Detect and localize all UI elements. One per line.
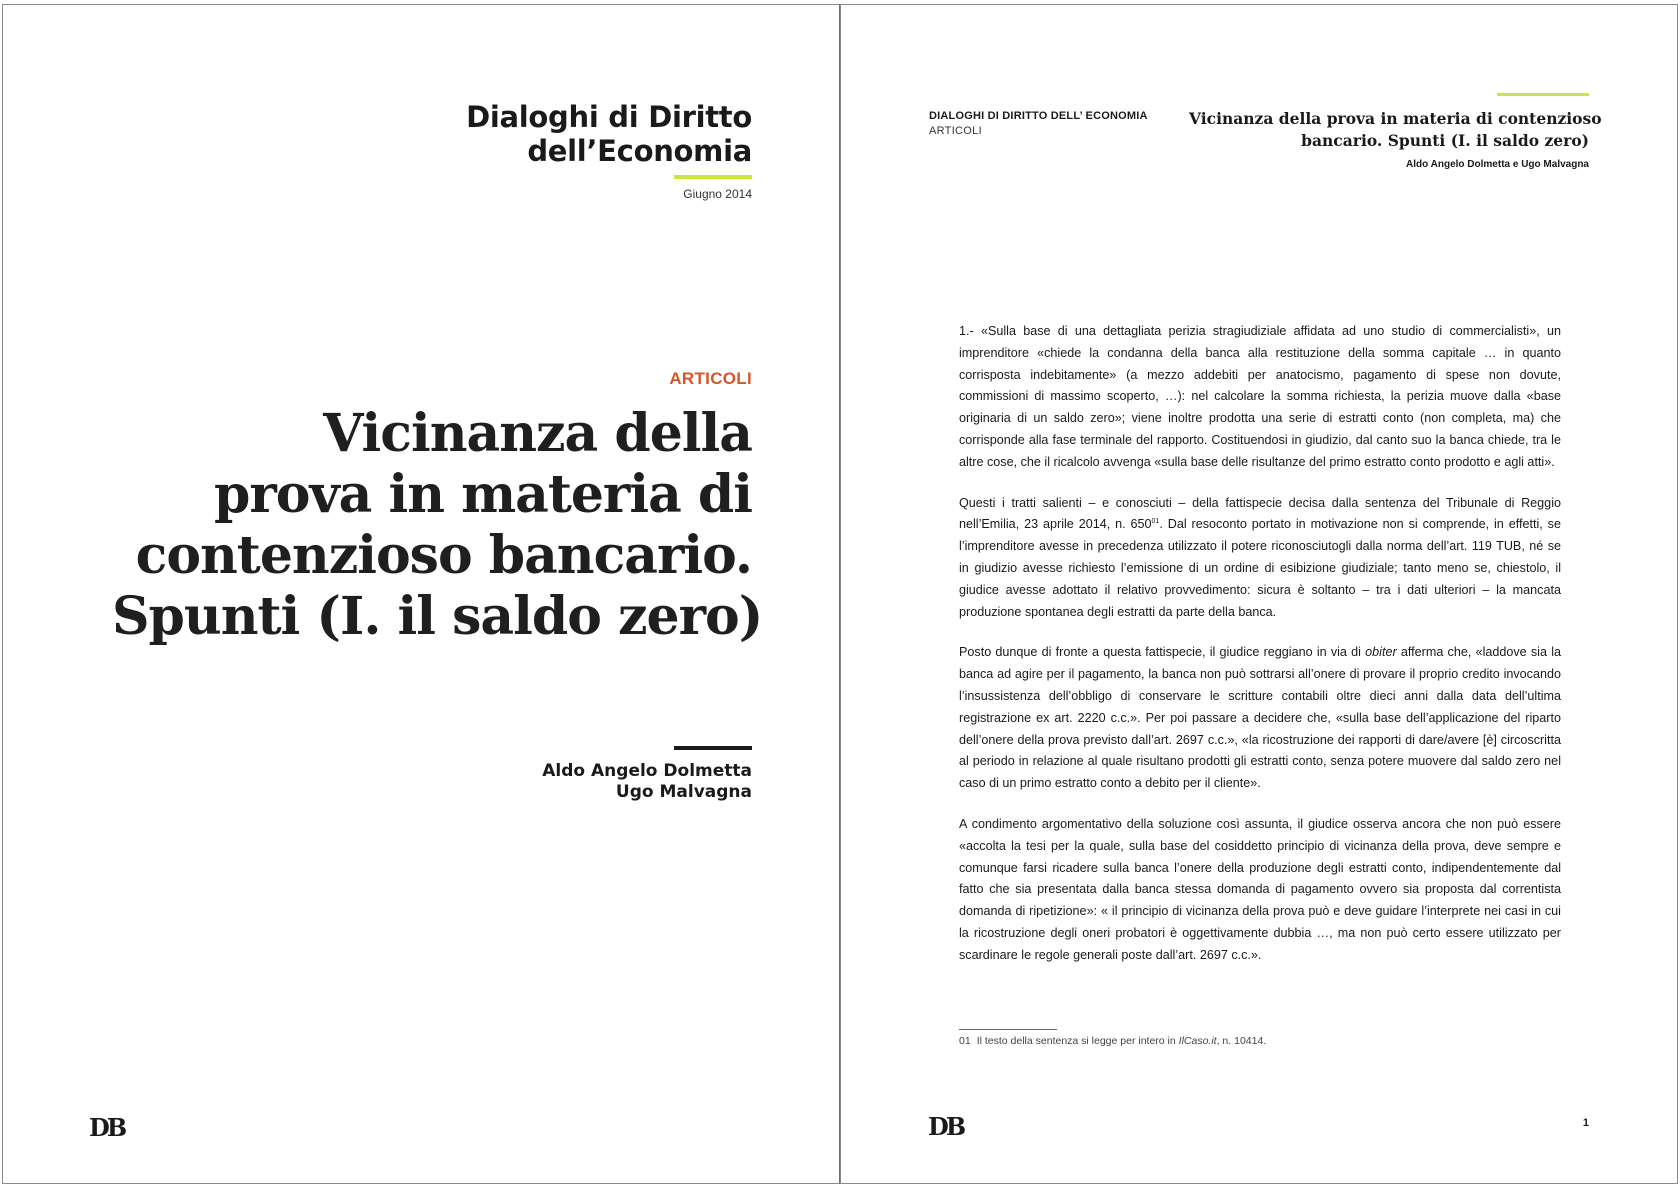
footnote-rule [959, 1029, 1057, 1030]
right-page [840, 4, 1678, 1184]
body-paragraph [959, 493, 1561, 624]
article-body [959, 321, 1561, 986]
journal-title-line-2: dell’Economia [527, 134, 752, 168]
db-logo: DB [89, 1113, 125, 1142]
article-title-line: prova in materia di [214, 464, 752, 525]
body-paragraph [959, 642, 1561, 795]
footnote [959, 1035, 1266, 1047]
running-head [929, 109, 1148, 139]
accent-bar [1497, 93, 1589, 96]
body-paragraph: A condimento argomentativo della soluzione così assunta, il giudice osserva ancora che non può essere «accolta la tesi per la quale, sulla base del cosiddetto principio di vicinanza della prova, deve sempre e comunque farsi ricadere sulla banca l’onere della produzione degli estratti conto, indipendentemente dal fatto che sia presentata dalla banca stessa domanda di pagamento ovvero sia proposta dal correntista domanda di ripetizione»: « il principio di vicinanza della prova può e deve guidare l’interprete nei casi in cui la ricostruzione degli oneri probatori è oggettivamente dubbia …, ma non può certo essere utilizzato per scardinare le regole generali poste dall’art. 2697 c.c.». [959, 816, 1561, 962]
footnote-source: IlCaso.it [1178, 1035, 1217, 1047]
body-paragraph: 1.- «Sulla base di una dettagliata perizia stragiudiziale affidata ad uno studio di commercialisti», un imprenditore «chiede la condanna della banca alla restituzione della somma capitale … in quanto corrisposta indebitamente» (a mezzo addebiti per anatocismo, pagamento di spese non dovute, commissioni di massimo scoperto, …): nel calcolare la somma richiesta, la perizia muove dalla «base originaria di un saldo zero»; viene inoltre prodotta una serie di estratti conto (non completa, ma) che corrisponde alla fase terminale del rapporto. Costituendosi in giudizio, dal canto suo la banca chiede, tra le altre cose, che il ricalcolo avvenga «sulla base delle risultanze del primo estratto conto prodotto e agli atti». [959, 324, 1561, 469]
footnote-text: , n. 10414. [1216, 1035, 1267, 1047]
running-head-section: ARTICOLI [929, 125, 982, 137]
paragraph-text: Posto dunque di fronte a questa fattispecie, il giudice reggiano in via di [959, 645, 1366, 660]
running-article-authors: Aldo Angelo Dolmetta e Ugo Malvagna [1406, 159, 1589, 170]
article-title-line: Spunti (I. il saldo zero) [112, 586, 763, 647]
author-name: Aldo Angelo Dolmetta [542, 761, 752, 781]
author-name: Ugo Malvagna [615, 782, 752, 802]
footnote-text: Il testo della sentenza si legge per intero in [976, 1035, 1179, 1047]
running-head-title: DIALOGHI DI DIRITTO DELL’ ECONOMIA [929, 110, 1148, 122]
running-article-title [1189, 108, 1602, 152]
footnote-reference[interactable]: 01 [1151, 518, 1160, 526]
section-label: ARTICOLI [669, 369, 752, 388]
paragraph-text: . Dal resoconto portato in motivazione non si comprende, in effetti, se l’imprenditore avesse in precedenza utilizzato il potere riconosciutogli dalla norma dell’art. 119 TUB, né se in giudizio avesse richiesto l’emissione di un ordine di esibizione giudiziale; tanto meno se, chiestolo, il giudice avesse adottato il relativo provvedimento: sicura è soltanto – tra i dati ulteriori – la mancata produzione spontanea degli estratti da parte della banca. [959, 517, 1561, 619]
footnote-number: 01 [959, 1035, 971, 1047]
paragraph-text: Questi i tratti salienti – e conosciuti – della fattispecie decisa dalla sentenza del Tribunale di Reggio nell’Emilia, 23 aprile 2014, n. 650 [959, 495, 1561, 532]
running-article-title-line: Vicinanza della prova in materia di contenzioso [1189, 109, 1602, 128]
article-title [112, 403, 763, 647]
paragraph-text: afferma che, «laddove sia la banca ad agire per il pagamento, la banca non può sottrarsi all’onere di provare il proprio credito invocando l’insussistenza dell’obbligo di conservare le scritture contabili oltre dieci anni dalla data dell’ultima registrazione ex art. 2220 c.c.». Per poi passare a decidere che, «sulla base dell’applicazione del riparto dell’onere della prova previsto dall’art. 2697 c.c.», «la ricostruzione dei rapporti di dare/avere [è] circoscritta al periodo in relazione al quale risultano prodotti gli estratti conto, senza potere muovere dal saldo zero nel caso di un primo estratto conto a debito per il cliente». [959, 645, 1561, 791]
author-divider [674, 746, 752, 750]
article-title-line: contenzioso bancario. [135, 525, 752, 586]
db-logo: DB [928, 1112, 964, 1141]
authors [542, 761, 752, 803]
accent-bar [674, 175, 752, 179]
journal-title [466, 100, 752, 168]
page-number: 1 [1582, 1117, 1589, 1129]
issue-date: Giugno 2014 [683, 187, 752, 201]
article-title-line: Vicinanza della [323, 403, 752, 464]
italic-term: obiter [1365, 645, 1397, 660]
journal-title-line-1: Dialoghi di Diritto [466, 100, 752, 134]
left-page [2, 4, 840, 1184]
running-article-title-line: bancario. Spunti (I. il saldo zero) [1301, 131, 1589, 150]
